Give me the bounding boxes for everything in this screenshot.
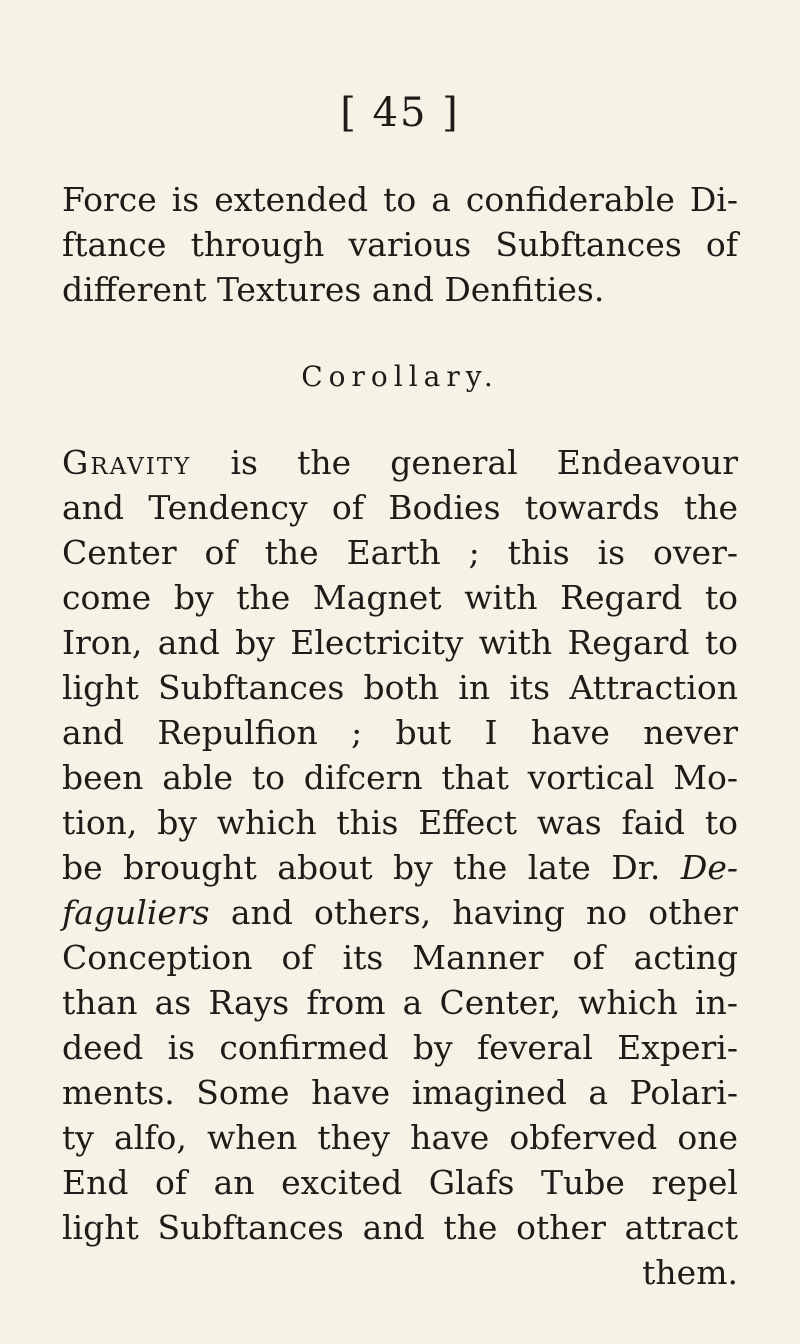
text-line: been able to difcern that vortical Mo- xyxy=(62,758,738,797)
text-line: ftance through various Subftances of xyxy=(62,225,738,264)
text-line: ments. Some have imagined a Polari- xyxy=(62,1073,738,1112)
text-line xyxy=(62,845,738,890)
text-line: Force is extended to a confiderable Di- xyxy=(62,180,738,219)
text-line: Center of the Earth ; this is over- xyxy=(62,533,738,572)
text-line xyxy=(62,440,738,485)
lead-word: Gravity xyxy=(62,443,192,482)
name-italic: De- xyxy=(680,848,738,887)
name-italic: faguliers xyxy=(62,893,210,932)
text-line: light Subftances both in its Attraction xyxy=(62,668,738,707)
text-line: ty alfo, when they have obferved one xyxy=(62,1118,738,1157)
text-line: Iron, and by Electricity with Regard to xyxy=(62,623,738,662)
text-line: come by the Magnet with Regard to xyxy=(62,578,738,617)
text-line: than as Rays from a Center, which in- xyxy=(62,983,738,1022)
text-line: different Textures and Denfities. xyxy=(62,270,605,309)
page-number: [ 45 ] xyxy=(340,90,460,136)
text-line: light Subftances and the other attract xyxy=(62,1208,738,1247)
text-line: and Repulfion ; but I have never xyxy=(62,713,738,752)
text-line xyxy=(62,890,738,935)
text-span: be brought about by the late Dr. xyxy=(62,848,661,887)
catchword: them. xyxy=(642,1253,738,1292)
section-heading: Corollary. xyxy=(301,360,499,393)
text-span: and others, having no other xyxy=(230,893,738,932)
text-span: is the general Endeavour xyxy=(230,443,738,482)
text-line: tion, by which this Effect was faid to xyxy=(62,803,738,842)
text-line: Conception of its Manner of acting xyxy=(62,938,738,977)
text-line: End of an excited Glafs Tube repel xyxy=(62,1163,738,1202)
text-line: and Tendency of Bodies towards the xyxy=(62,488,738,527)
text-line: deed is confirmed by feveral Experi- xyxy=(62,1028,738,1067)
